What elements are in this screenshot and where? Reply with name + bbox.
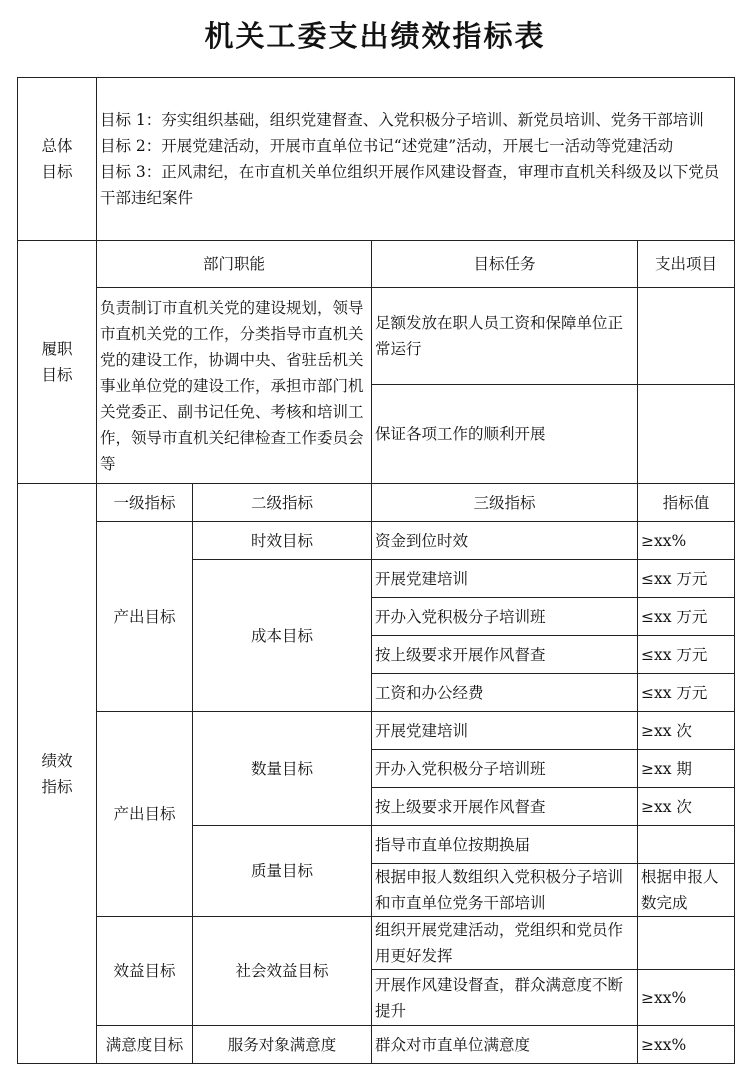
table-row (18, 522, 735, 560)
indicator-value-cell: ≤xx 万元 (638, 598, 735, 636)
duty-goals-label: 履职 目标 (18, 241, 97, 484)
indicator-value-cell: 根据申报人数完成 (638, 864, 735, 917)
expense-item-header: 支出项目 (638, 241, 735, 288)
indicator-value-cell: ≥xx 次 (638, 788, 735, 826)
level3-cell: 开展党建培训 (372, 712, 638, 750)
table-row (18, 712, 735, 750)
duty-header-row (18, 241, 735, 288)
level1-output-goal-2: 产出目标 (97, 712, 193, 917)
overall-goals-text: 目标 1：夯实组织基础，组织党建督查、入党积极分子培训、新党员培训、党务干部培训 目标 2：开展党建活动，开展市直单位书记“述党建”活动，开展七一活动等党建活动 目标 3：正风肃纪，在市直机关单位组织开展作风建设督查，审理市直机关科级及以下党员干部违纪案件 (97, 78, 735, 241)
indicator-value-cell: ≤xx 万元 (638, 636, 735, 674)
level3-cell: 指导市直单位按期换届 (372, 826, 638, 864)
dept-function-header: 部门职能 (97, 241, 372, 288)
indicator-value-cell: ≥xx% (638, 970, 735, 1026)
level3-cell: 按上级要求开展作风督查 (372, 636, 638, 674)
expense-item-2 (638, 385, 735, 484)
indicator-value-cell: ≤xx 万元 (638, 560, 735, 598)
indicator-value-cell (638, 826, 735, 864)
level2-header: 二级指标 (193, 484, 372, 522)
level2-quantity: 数量目标 (193, 712, 372, 826)
level1-benefit-goal: 效益目标 (97, 917, 193, 1026)
dept-function-text: 负责制订市直机关党的建设规划，领导市直机关党的工作，分类指导市直机关党的建设工作，协调中央、省驻岳机关事业单位党的建设工作，承担市部门机关党委正、副书记任免、考核和培训工作，领导市直机关纪律检查工作委员会等 (97, 288, 372, 484)
level3-cell: 开办入党积极分子培训班 (372, 598, 638, 636)
indicator-value-cell: ≥xx% (638, 1026, 735, 1064)
page-title: 机关工委支出绩效指标表 (204, 19, 546, 53)
perf-header-row (18, 484, 735, 522)
expense-item-1 (638, 288, 735, 385)
level2-quality: 质量目标 (193, 826, 372, 917)
indicator-value-header: 指标值 (638, 484, 735, 522)
duty-row (18, 288, 735, 385)
indicator-value-cell (638, 917, 735, 970)
level3-cell: 根据申报人数组织入党积极分子培训和市直单位党务干部培训 (372, 864, 638, 917)
table-row (18, 1026, 735, 1064)
indicator-value-cell: ≥xx% (638, 522, 735, 560)
table-row (18, 917, 735, 970)
indicator-value-cell: ≥xx 期 (638, 750, 735, 788)
target-task-2: 保证各项工作的顺利开展 (372, 385, 638, 484)
level3-cell: 工资和办公经费 (372, 674, 638, 712)
level2-cost: 成本目标 (193, 560, 372, 712)
level2-social-benefit: 社会效益目标 (193, 917, 372, 1026)
level3-cell: 组织开展党建活动，党组织和党员作用更好发挥 (372, 917, 638, 970)
level1-satisfaction-goal: 满意度目标 (97, 1026, 193, 1064)
level2-timeliness: 时效目标 (193, 522, 372, 560)
level3-cell: 开办入党积极分子培训班 (372, 750, 638, 788)
indicator-value-cell: ≤xx 万元 (638, 674, 735, 712)
perf-indicators-label: 绩效 指标 (18, 484, 97, 1064)
level1-output-goal: 产出目标 (97, 522, 193, 712)
target-task-1: 足额发放在职人员工资和保障单位正常运行 (372, 288, 638, 385)
indicator-value-cell: ≥xx 次 (638, 712, 735, 750)
performance-table (17, 77, 735, 1064)
target-task-header: 目标任务 (372, 241, 638, 288)
level2-service-satisfaction: 服务对象满意度 (193, 1026, 372, 1064)
level3-cell: 按上级要求开展作风督查 (372, 788, 638, 826)
level3-cell: 群众对市直单位满意度 (372, 1026, 638, 1064)
overall-goals-label: 总体 目标 (18, 78, 97, 241)
level3-cell: 开展党建培训 (372, 560, 638, 598)
level3-cell: 开展作风建设督查，群众满意度不断提升 (372, 970, 638, 1026)
overall-goals-row (18, 78, 735, 241)
level1-header: 一级指标 (97, 484, 193, 522)
level3-cell: 资金到位时效 (372, 522, 638, 560)
level3-header: 三级指标 (372, 484, 638, 522)
